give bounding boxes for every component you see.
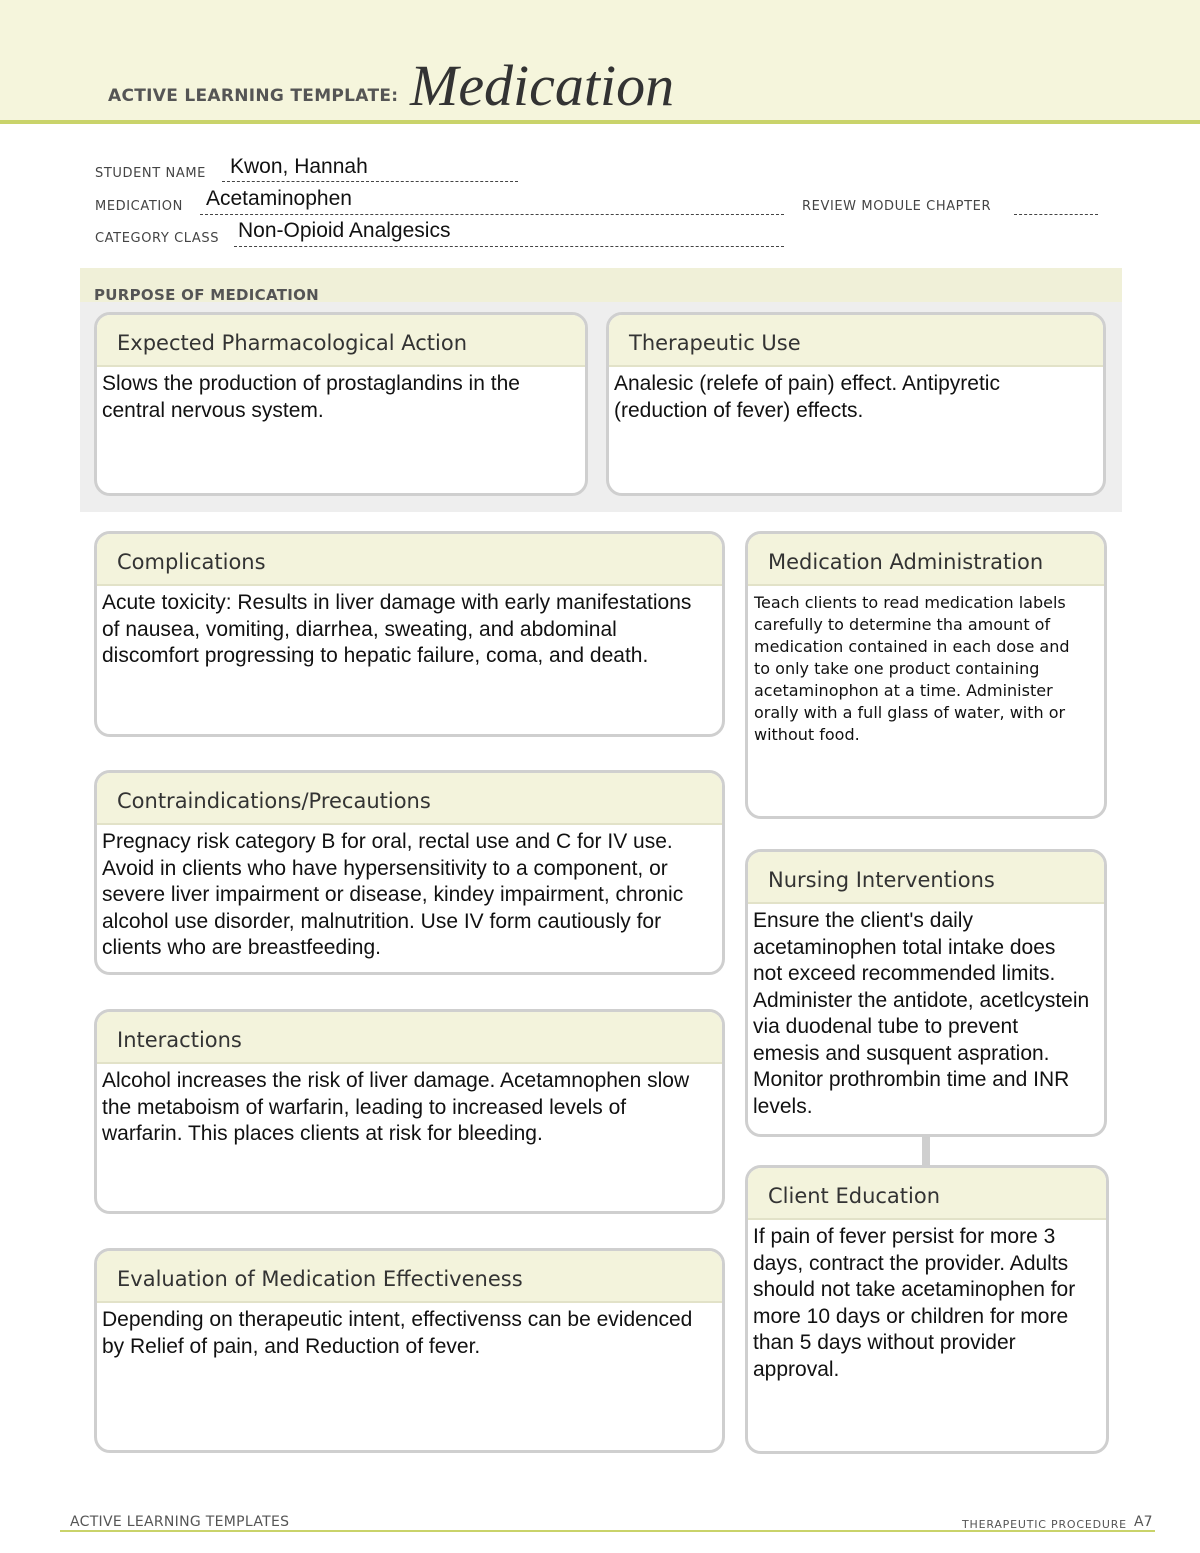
purpose-label: PURPOSE OF MEDICATION [94,286,320,304]
student-name-value[interactable]: Kwon, Hannah [230,155,368,178]
connector-bar [922,1135,930,1167]
page-title: Medication [410,53,675,118]
complications-text[interactable]: Acute toxicity: Results in liver damage with early manifestations of nausea, vomiting, diarrhea, sweating, and abdominal discomfort progressing to hepatic failure, coma, and death. [102,591,692,667]
review-module-label: REVIEW MODULE CHAPTER [802,199,992,214]
expected-action-text[interactable]: Slows the production of prostaglandins in the central nervous system. [102,372,520,422]
client-education-text[interactable]: If pain of fever persist for more 3 days, contract the provider. Adults should not take acetaminophen for more 10 days or children for more than 5 days without provider approval. [753,1225,1076,1381]
expected-action-card [94,312,588,496]
expected-action-title: Expected Pharmacological Action [97,315,585,367]
therapeutic-use-card [606,312,1106,496]
client-education-card [745,1165,1109,1454]
therapeutic-use-title: Therapeutic Use [609,315,1103,367]
administration-title: Medication Administration [748,534,1104,586]
student-name-line [222,180,518,182]
contraindications-card [94,770,725,975]
evaluation-title: Evaluation of Medication Effectiveness [97,1251,722,1303]
client-education-title: Client Education [748,1168,1106,1220]
page-number: A7 [1134,1514,1153,1530]
interactions-card [94,1009,725,1214]
template-label: ACTIVE LEARNING TEMPLATE: [108,86,399,106]
evaluation-card [94,1248,725,1453]
contraindications-title: Contraindications/Precautions [97,773,722,825]
therapeutic-use-text[interactable]: Analesic (relefe of pain) effect. Antipyretic (reduction of fever) effects. [614,372,1000,422]
complications-card [94,531,725,737]
nursing-interventions-card [745,849,1107,1137]
nursing-interventions-title: Nursing Interventions [748,852,1104,904]
interactions-title: Interactions [97,1012,722,1064]
nursing-interventions-text[interactable]: Ensure the client's daily acetaminophen total intake does not exceed recommended limits. Administer the antidote, acetlcystein via duodenal tube to prevent emesis and susquent aspration. Monitor prothrombin time and INR levels. [753,909,1090,1118]
footer-left-label: ACTIVE LEARNING TEMPLATES [70,1514,290,1530]
medication-label: MEDICATION [95,199,183,214]
student-name-label: STUDENT NAME [95,166,206,181]
complications-title: Complications [97,534,722,586]
administration-text[interactable]: Teach clients to read medication labels carefully to determine tha amount of medication contained in each dose and to only take one product containing acetaminophon at a time. Administer orally with a full glass of water, with or without food. [754,593,1070,744]
medication-value[interactable]: Acetaminophen [206,187,352,210]
medication-line [200,213,784,215]
category-class-value[interactable]: Non-Opioid Analgesics [238,219,451,242]
footer-right-label: THERAPEUTIC PROCEDURE [962,1518,1127,1531]
interactions-text[interactable]: Alcohol increases the risk of liver damage. Acetamnophen slow the metaboism of warfarin, leading to increased levels of warfarin. This places clients at risk for bleeding. [102,1069,690,1145]
contraindications-text[interactable]: Pregnacy risk category B for oral, rectal use and C for IV use. Avoid in clients who have hypersensitivity to a component, or severe liver impairment or disease, kindey impairment, chronic alcohol use disorder, malnutrition. Use IV form cautiously for clients who are breastfeeding. [102,830,684,959]
review-module-line[interactable] [1014,213,1098,215]
category-class-label: CATEGORY CLASS [95,231,220,246]
administration-card [745,531,1107,819]
category-class-line [234,245,784,247]
evaluation-text[interactable]: Depending on therapeutic intent, effectivenss can be evidenced by Relief of pain, and Reduction of fever. [102,1308,693,1358]
